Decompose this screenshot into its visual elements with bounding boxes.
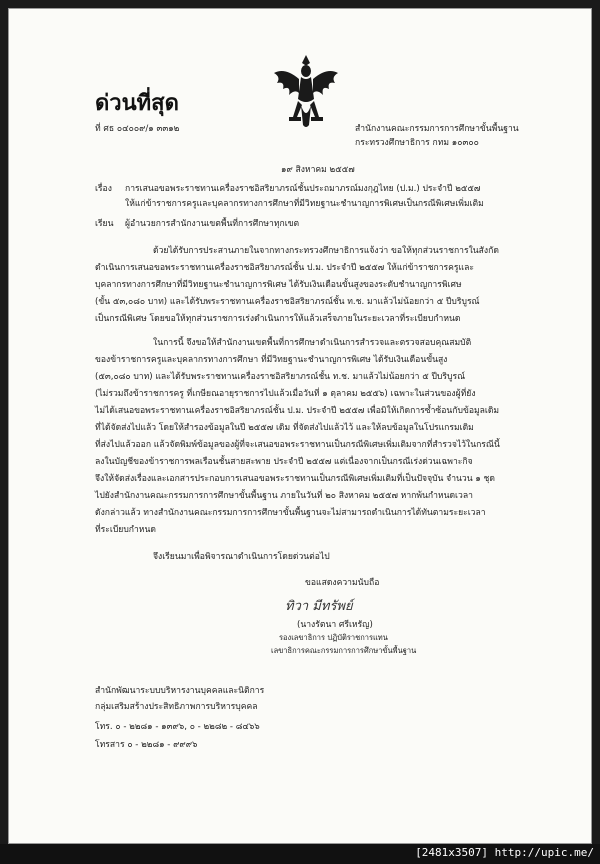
- body-paragraph-2-line: (๕๓,๐๘๐ บาท) และได้รับพระราชทานเครื่องราชอิสริยาภรณ์ชั้น ท.ช. มาแล้วไม่น้อยกว่า ๕ ปีบริบูรณ์: [95, 372, 466, 382]
- body-paragraph-2-line: จึงให้จัดส่งเรื่องและเอกสารประกอบการเสนอขอพระราชทานเป็นกรณีพิเศษเพิ่มเติมที่เป็นปัจจุบัน จำนวน ๑ ชุด: [95, 474, 495, 484]
- recipient-label: เรียน: [95, 219, 114, 229]
- letter-page: [8, 8, 592, 844]
- body-paragraph-1-line: บุคลากรทางการศึกษาที่มีวิทยฐานะชำนาญการพิเศษ ได้รับเงินเดือนขั้นสูงของระดับชำนาญการพิเศษ: [95, 280, 462, 290]
- signatory-position-1: รองเลขาธิการ ปฏิบัติราชการแทน: [279, 633, 388, 642]
- contact-office: สำนักพัฒนาระบบบริหารงานบุคคลและนิติการ: [95, 686, 265, 696]
- body-paragraph-2-line: ที่ได้จัดส่งไปแล้ว โดยให้สำรองข้อมูลในปี ๒๕๕๗ เดิม ที่จัดส่งไปแล้วไว้ และให้ลบข้อมูลในโปรแกรมเดิม: [95, 423, 474, 433]
- body-paragraph-2-line: ไปยังสำนักงานคณะกรรมการการศึกษาขั้นพื้นฐาน ภายในวันที่ ๒๐ สิงหาคม ๒๕๕๗ หากพ้นกำหนดเวลา: [95, 491, 473, 501]
- issuing-office: สำนักงานคณะกรรมการการศึกษาขั้นพื้นฐาน: [355, 124, 519, 134]
- body-paragraph-1-line: ดำเนินการเสนอขอพระราชทานเครื่องราชอิสริยาภรณ์ชั้น ป.ม. ประจำปี ๒๕๕๗ ให้แก่ข้าราชการครูและ: [95, 263, 474, 273]
- body-paragraph-2-line: ไม่ได้เสนอขอพระราชทานเครื่องราชอิสริยาภรณ์ชั้น ป.ม. ประจำปี ๒๕๕๗ เพื่อมิให้เกิดการซ้ำซ้อนกับข้อมูลเดิม: [95, 406, 500, 416]
- body-paragraph-1-line: เป็นกรณีพิเศษ โดยขอให้ทุกส่วนราชการเร่งดำเนินการให้แล้วเสร็จภายในระยะเวลาที่ระเบียบกำหนด: [95, 314, 461, 324]
- contact-fax: โทรสาร ๐ - ๒๒๘๑ - ๙๙๙๖: [95, 740, 198, 750]
- recipient-text: ผู้อำนวยการสำนักงานเขตพื้นที่การศึกษาทุกเขต: [125, 219, 300, 229]
- regards: ขอแสดงความนับถือ: [305, 578, 380, 588]
- handwritten-signature: ทิวา มีทรัพย์: [285, 599, 353, 614]
- body-paragraph-2-line: ที่ระเบียบกำหนด: [95, 525, 156, 535]
- body-paragraph-2-line: ในการนี้ จึงขอให้สำนักงานเขตพื้นที่การศึกษาดำเนินการสำรวจและตรวจสอบคุณสมบัติ: [153, 338, 472, 348]
- subject-line-2: ให้แก่ข้าราชการครูและบุคลากรทางการศึกษาที่มีวิทยฐานะชำนาญการพิเศษเป็นกรณีพิเศษเพิ่มเติม: [125, 199, 484, 209]
- subject-line-1: การเสนอขอพระราชทานเครื่องราชอิสริยาภรณ์ชั้นประถมาภรณ์มงกุฎไทย (ป.ม.) ประจำปี ๒๕๕๗: [125, 184, 481, 194]
- body-paragraph-1-line: (ขั้น ๕๓,๐๘๐ บาท) และได้รับพระราชทานเครื่องราชอิสริยาภรณ์ชั้น ท.ช. มาแล้วไม่น้อยกว่า ๕ ปีบริบูรณ์: [95, 297, 480, 307]
- body-paragraph-2-line: (ไม่รวมถึงข้าราชการครู ที่เกษียณอายุราชการไปแล้วเมื่อวันที่ ๑ ตุลาคม ๒๕๕๖) เฉพาะในส่วนของผู้ที่ยัง: [95, 389, 476, 399]
- contact-phone: โทร. ๐ - ๒๒๘๑ - ๑๓๙๖, ๐ - ๒๒๘๒ - ๘๔๖๖: [95, 722, 260, 732]
- garuda-emblem-icon: [271, 51, 341, 129]
- issuing-address: กระทรวงศึกษาธิการ กทม ๑๐๓๐๐: [355, 138, 479, 148]
- body-paragraph-2-line: ของข้าราชการครูและบุคลากรทางการศึกษา ที่มีวิทยฐานะชำนาญการพิเศษ ได้รับเงินเดือนขั้นสูง: [95, 355, 448, 365]
- subject-label: เรื่อง: [95, 184, 112, 194]
- closing-sentence: จึงเรียนมาเพื่อพิจารณาดำเนินการโดยด่วนต่อไป: [153, 552, 330, 562]
- body-paragraph-2-line: ดังกล่าวแล้ว ทางสำนักงานคณะกรรมการการศึกษาขั้นพื้นฐานจะไม่สามารถดำเนินการได้ทันตามระยะเวลา: [95, 508, 486, 518]
- body-paragraph-2-line: ที่ส่งไปแล้วออก แล้วจัดพิมพ์ข้อมูลของผู้ที่จะเสนอขอพระราชทานเป็นกรณีพิเศษเพิ่มเติมจากที่สำรวจไว้ในกรณีนี้: [95, 440, 500, 450]
- contact-group: กลุ่มเสริมสร้างประสิทธิภาพการบริหารบุคคล: [95, 702, 258, 712]
- letter-date: ๑๙ สิงหาคม ๒๕๕๗: [281, 165, 355, 175]
- watermark-text: [2481x3507] http://upic.me/: [415, 846, 594, 859]
- reference-number: ที่ ศธ ๐๔๐๐๙/๑ ๓๓๑๒: [95, 124, 180, 134]
- signatory-position-2: เลขาธิการคณะกรรมการการศึกษาขั้นพื้นฐาน: [271, 646, 417, 655]
- body-paragraph-1-line: ด้วยได้รับการประสานภายในจากทางกระทรวงศึกษาธิการแจ้งว่า ขอให้ทุกส่วนราชการในสังกัด: [153, 246, 499, 256]
- signatory-name: (นางรัตนา ศรีเหรัญ): [297, 620, 373, 630]
- body-paragraph-2-line: ลงในบัญชีของข้าราชการพลเรือนชั้นสายสะพาย ประจำปี ๒๕๕๗ แต่เนื่องจากเป็นกรณีเร่งด่วนเฉพาะกิจ: [95, 457, 473, 467]
- urgency-label: ด่วนที่สุด: [95, 91, 179, 116]
